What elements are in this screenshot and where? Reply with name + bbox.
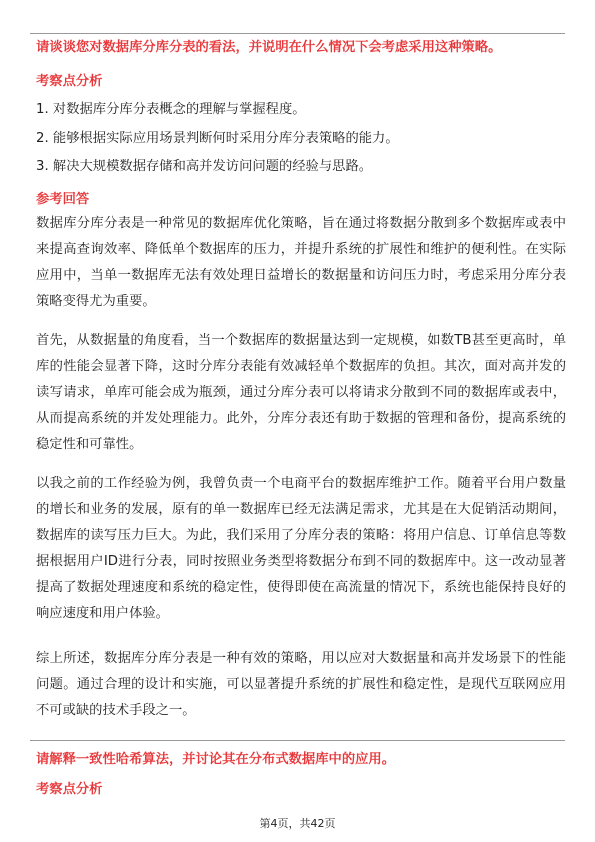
answer-paragraph-3: 以我之前的工作经验为例，我曾负责一个电商平台的数据库维护工作。随着平台用户数量的增长和业务的发展，原有的单一数据库已经无法满足需求，尤其是在大促销活动期间，数据库的读写压力巨大。为此，我们采用了分库分表的策略：将用户信息、订单信息等数据根据用户ID进行分表，同时按照业务类型将数据分布到不同的数据库中。这一改动显著提高了数据处理速度和系统的稳定性，使得即使在高流量的情况下，系统也能保持良好的响应速度和用户体验。 xyxy=(36,476,566,621)
analysis-heading-2: 考察点分析 xyxy=(36,782,103,797)
analysis-item-3: 3. 解决大规模数据存储和高并发访问问题的经验与思路。 xyxy=(36,159,373,174)
answer-paragraph-4: 综上所述，数据库分库分表是一种有效的策略，用以应对大数据量和高并发场景下的性能问题。通过合理的设计和实施，可以显著提升系统的扩展性和稳定性，是现代互联网应用不可或缺的技术手段之一。 xyxy=(36,651,566,718)
top-divider xyxy=(30,33,565,34)
analysis-item-1: 1. 对数据库分库分表概念的理解与掌握程度。 xyxy=(36,102,306,117)
question-1-title: 请谈谈您对数据库分库分表的看法，并说明在什么情况下会考虑采用这种策略。 xyxy=(36,40,502,55)
page-number: 第4页，共42页 xyxy=(259,817,336,830)
answer-paragraph-2: 首先，从数据量的角度看，当一个数据库的数据量达到一定规模，如数TB甚至更高时，单库的性能会显著下降，这时分库分表能有效减轻单个数据库的负担。其次，面对高并发的读写请求，单库可能会成为瓶颈，通过分库分表可以将请求分散到不同的数据库或表中，从而提高系统的并发处理能力。此外，分库分表还有助于数据的管理和备份，提高系统的稳定性和可靠性。 xyxy=(36,333,566,452)
question-2-title: 请解释一致性哈希算法，并讨论其在分布式数据库中的应用。 xyxy=(36,752,396,767)
section-divider xyxy=(30,740,565,741)
analysis-heading: 考察点分析 xyxy=(36,74,103,89)
analysis-item-2: 2. 能够根据实际应用场景判断何时采用分库分表策略的能力。 xyxy=(36,131,399,146)
answer-heading: 参考回答 xyxy=(36,192,90,207)
answer-paragraph-1: 数据库分库分表是一种常见的数据库优化策略，旨在通过将数据分散到多个数据库或表中来提高查询效率、降低单个数据库的压力，并提升系统的扩展性和维护的便利性。在实际应用中，当单一数据库无法有效处理日益增长的数据量和访问压力时，考虑采用分库分表策略变得尤为重要。 xyxy=(36,216,566,309)
